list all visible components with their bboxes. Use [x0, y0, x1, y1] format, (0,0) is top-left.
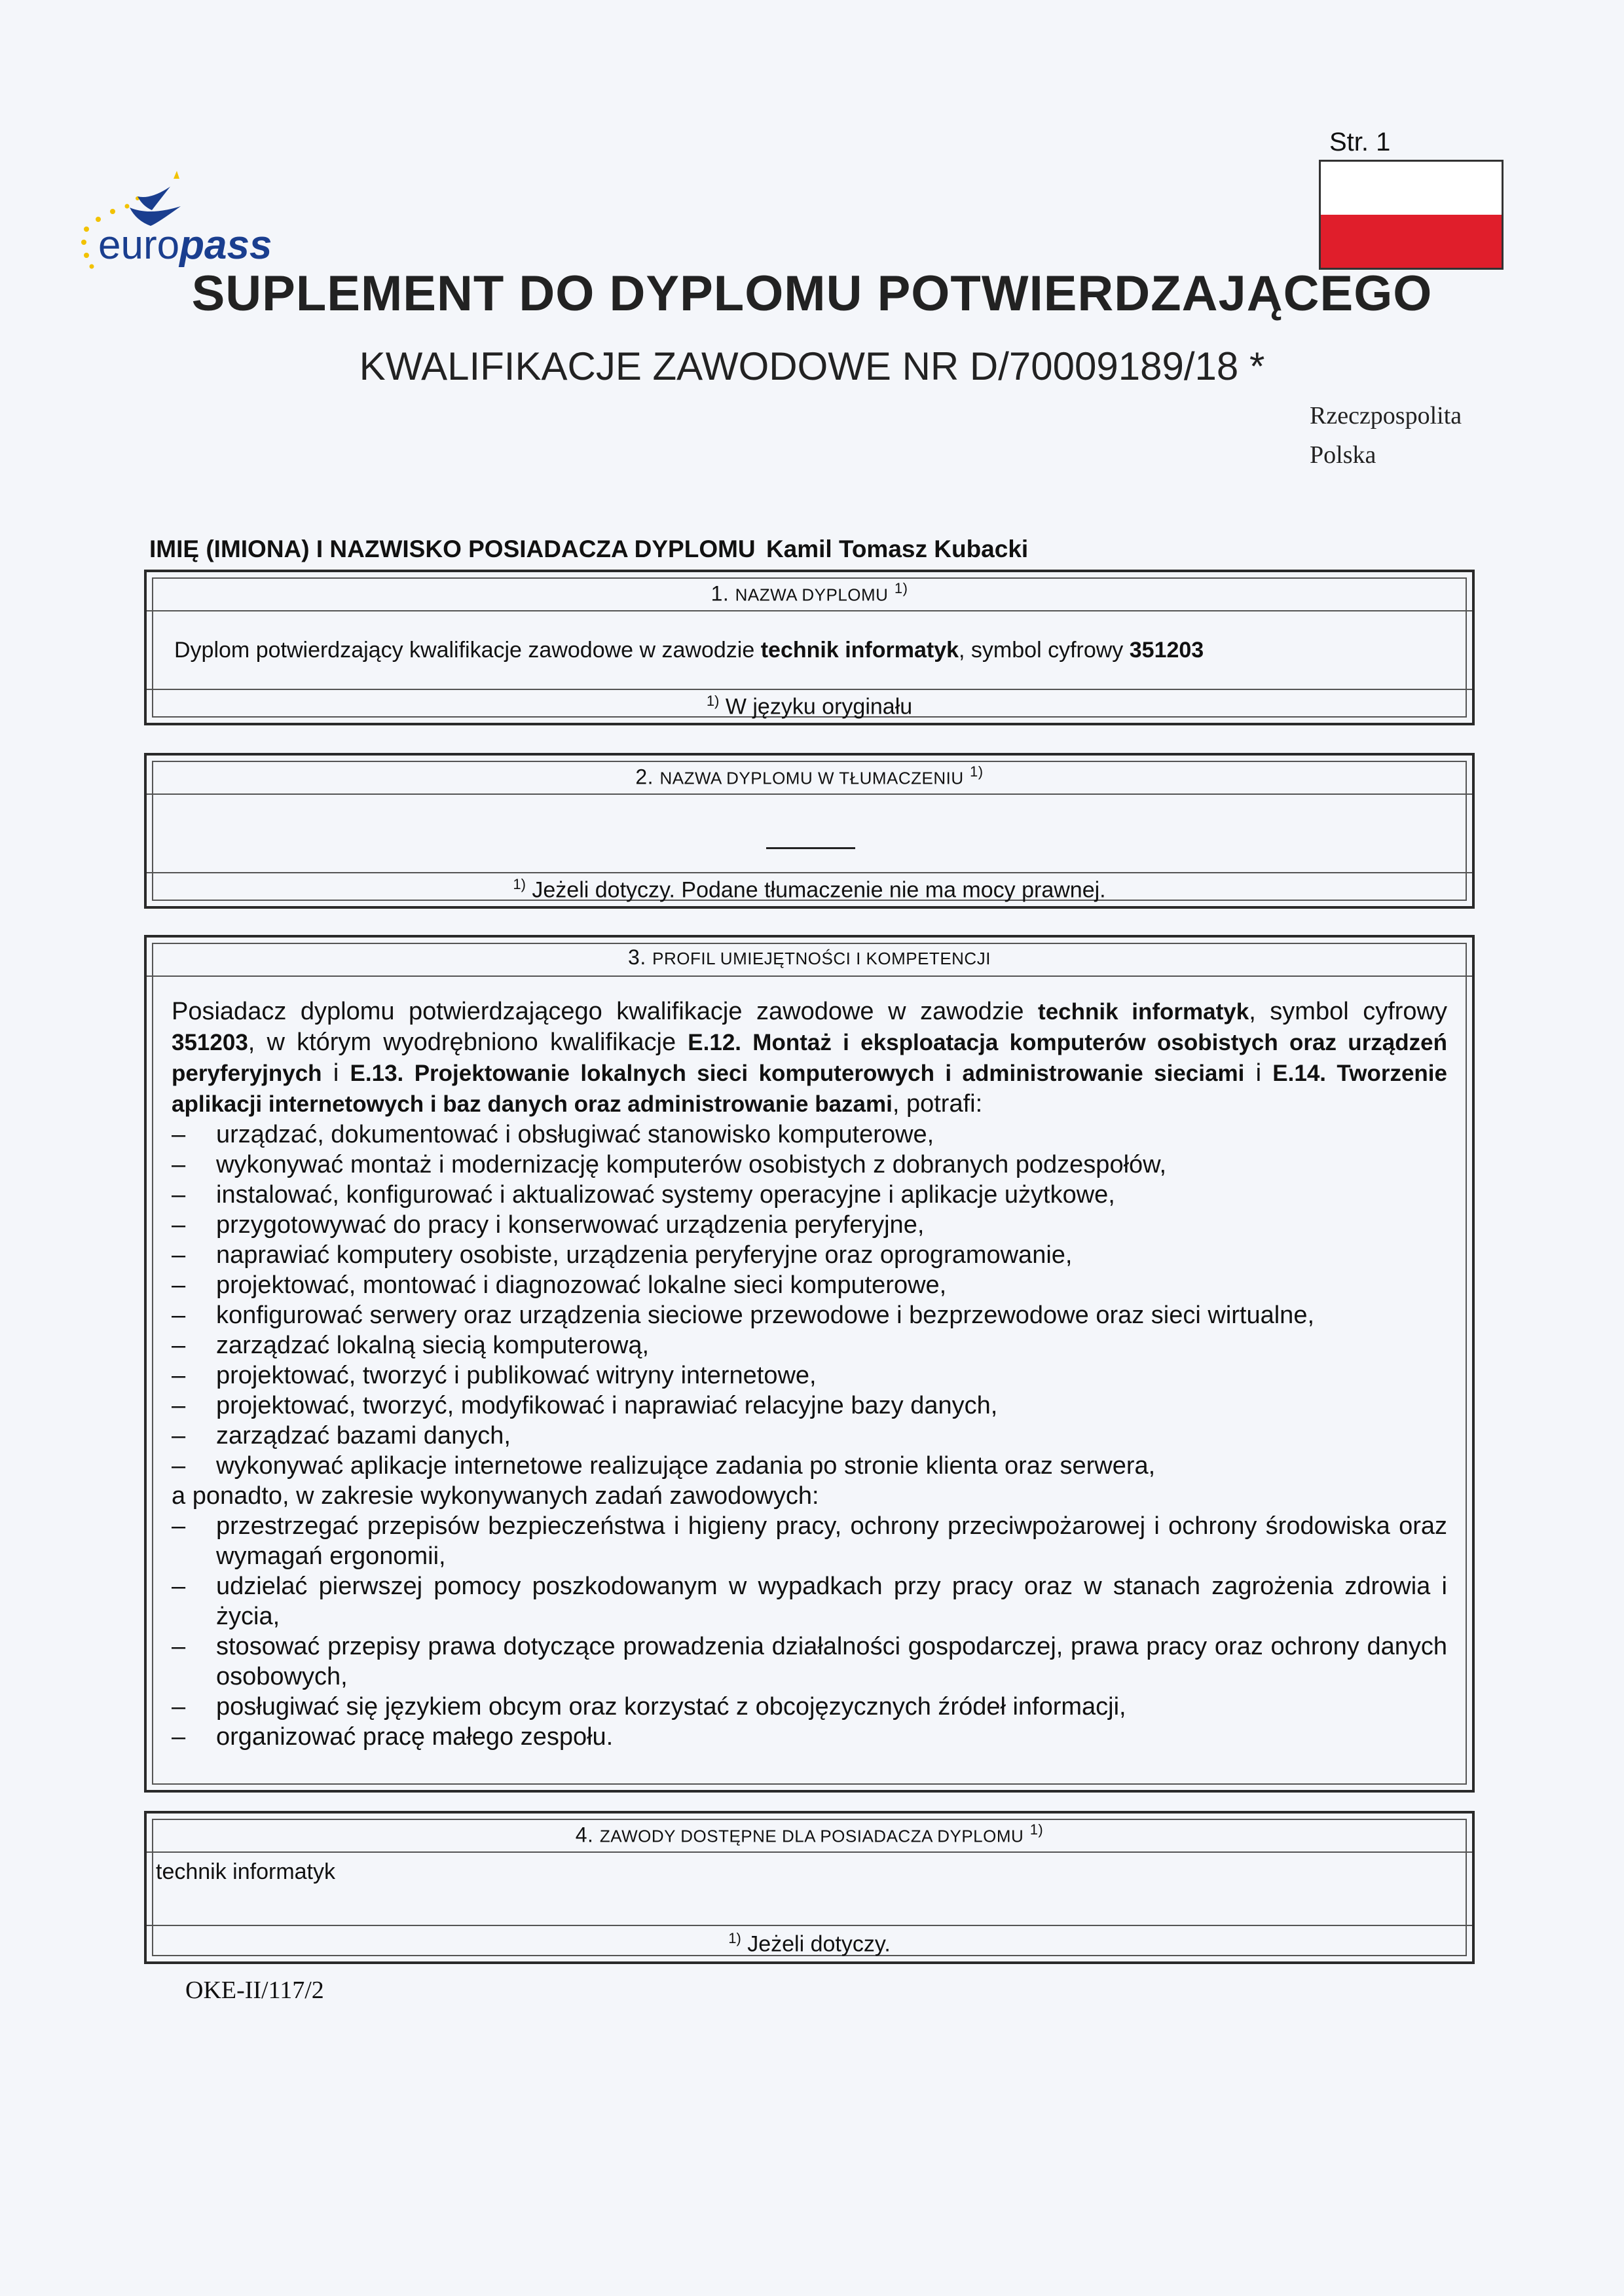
section-1-title: 1. NAZWA DYPLOMU $^{1)}$: [710, 580, 908, 606]
occupation-name: technik informatyk: [156, 1859, 335, 1884]
list-item: – urządzać, dokumentować i obsługiwać stanowisko komputerowe,: [172, 1120, 1447, 1150]
section-1-box: [144, 570, 1475, 725]
list-item: – przestrzegać przepisów bezpieczeństwa i higieny pracy, ochrony przeciwpożarowej i ochrony środowiska oraz wymagań ergonomii,: [172, 1511, 1447, 1571]
section-1-diploma-name: Dyplom potwierdzający kwalifikacje zawodowe w zawodzie technik informatyk, symbol cyfrowy 351203: [174, 638, 1204, 663]
svg-text:europass: [98, 223, 272, 268]
document-title: SUPLEMENT DO DYPLOMU POTWIERDZAJĄCEGO: [191, 266, 1433, 321]
section-1-footnote: $^{1)}$ W języku oryginału: [706, 693, 913, 720]
list-item: – przygotowywać do pracy i konserwować urządzenia peryferyjne,: [172, 1210, 1447, 1240]
list-item: – projektować, tworzyć i publikować witryny internetowe,: [172, 1360, 1447, 1391]
list-item: – organizować pracę małego zespołu.: [172, 1722, 1447, 1752]
logo-text-pass: pass: [179, 223, 272, 268]
form-code: OKE-II/117/2: [185, 1977, 324, 2004]
list-item: – zarządzać lokalną siecią komputerową,: [172, 1330, 1447, 1360]
europass-emblem-icon: [72, 167, 295, 282]
list-item: – instalować, konfigurować i aktualizować systemy operacyjne i aplikacje użytkowe,: [172, 1180, 1447, 1210]
additional-skills-list: [172, 1511, 1447, 1752]
issuer-name: [1310, 396, 1462, 475]
competence-profile: [172, 996, 1447, 1752]
list-item: – stosować przepisy prawa dotyczące prowadzenia działalności gospodarczej, prawa pracy oraz ochrony danych osobowych,: [172, 1631, 1447, 1692]
issuer-line-2: Polska: [1310, 441, 1376, 469]
additional-intro: a ponadto, w zakresie wykonywanych zadań zawodowych:: [172, 1482, 819, 1510]
holder-line: [149, 536, 1028, 563]
europass-logo: [72, 167, 295, 282]
polish-flag: [1319, 160, 1504, 270]
list-item: – projektować, montować i diagnozować lokalne sieci komputerowe,: [172, 1270, 1447, 1300]
section-2-title: 2. NAZWA DYPLOMU W TŁUMACZENIU $^{1)}$: [635, 763, 984, 789]
section-2-box: [144, 753, 1475, 909]
list-item: – konfigurować serwery oraz urządzenia sieciowe przewodowe i bezprzewodowe oraz sieci wirtualne,: [172, 1300, 1447, 1330]
holder-name: Kamil Tomasz Kubacki: [766, 536, 1029, 562]
list-item: – udzielać pierwszej pomocy poszkodowanym w wypadkach przy pracy oraz w stanach zagrożenia zdrowia i życia,: [172, 1571, 1447, 1631]
list-item: – zarządzać bazami danych,: [172, 1421, 1447, 1451]
list-item: – wykonywać montaż i modernizację komputerów osobistych z dobranych podzespołów,: [172, 1150, 1447, 1180]
skills-list: [172, 1120, 1447, 1481]
logo-text-euro: euro: [98, 223, 180, 268]
issuer-line-1: Rzeczpospolita: [1310, 402, 1462, 429]
section-3-title: 3. PROFIL UMIEJĘTNOŚCI I KOMPETENCJI: [628, 945, 991, 969]
empty-translation-dash: [766, 847, 855, 849]
competence-intro: Posiadacz dyplomu potwierdzającego kwalifikacje zawodowe w zawodzie technik informatyk, symbol cyfrowy 351203, w którym wyodrębniono kwalifikacje E.12. Montaż i eksploatacja komputerów osobistych oraz urządzeń peryferyjnych i E.13. Projektowanie lokalnych sieci komputerowych i administrowanie sieciami i E.14. Tworzenie aplikacji internetowych i baz danych oraz administrowanie bazami, potrafi:: [172, 998, 1447, 1118]
holder-label: IMIĘ (IMIONA) I NAZWISKO POSIADACZA DYPLOMU: [149, 536, 756, 562]
list-item: – wykonywać aplikacje internetowe realizujące zadania po stronie klienta oraz serwera,: [172, 1451, 1447, 1481]
page-number: Str. 1: [1329, 128, 1391, 156]
section-4-title: 4. ZAWODY DOSTĘPNE DLA POSIADACZA DYPLOMU $^{1)}$: [575, 1821, 1044, 1847]
document-subtitle: KWALIFIKACJE ZAWODOWE NR D/70009189/18 *: [359, 344, 1265, 388]
list-item: – projektować, tworzyć, modyfikować i naprawiać relacyjne bazy danych,: [172, 1391, 1447, 1421]
section-4-footnote: $^{1)}$ Jeżeli dotyczy.: [728, 1930, 891, 1957]
list-item: – naprawiać komputery osobiste, urządzenia peryferyjne oraz oprogramowanie,: [172, 1240, 1447, 1270]
list-item: – posługiwać się językiem obcym oraz korzystać z obcojęzycznych źródeł informacji,: [172, 1692, 1447, 1722]
section-4-box: [144, 1811, 1475, 1964]
section-3-box: [144, 935, 1475, 1793]
section-2-footnote: $^{1)}$ Jeżeli dotyczy. Podane tłumaczenie nie ma mocy prawnej.: [513, 876, 1106, 903]
